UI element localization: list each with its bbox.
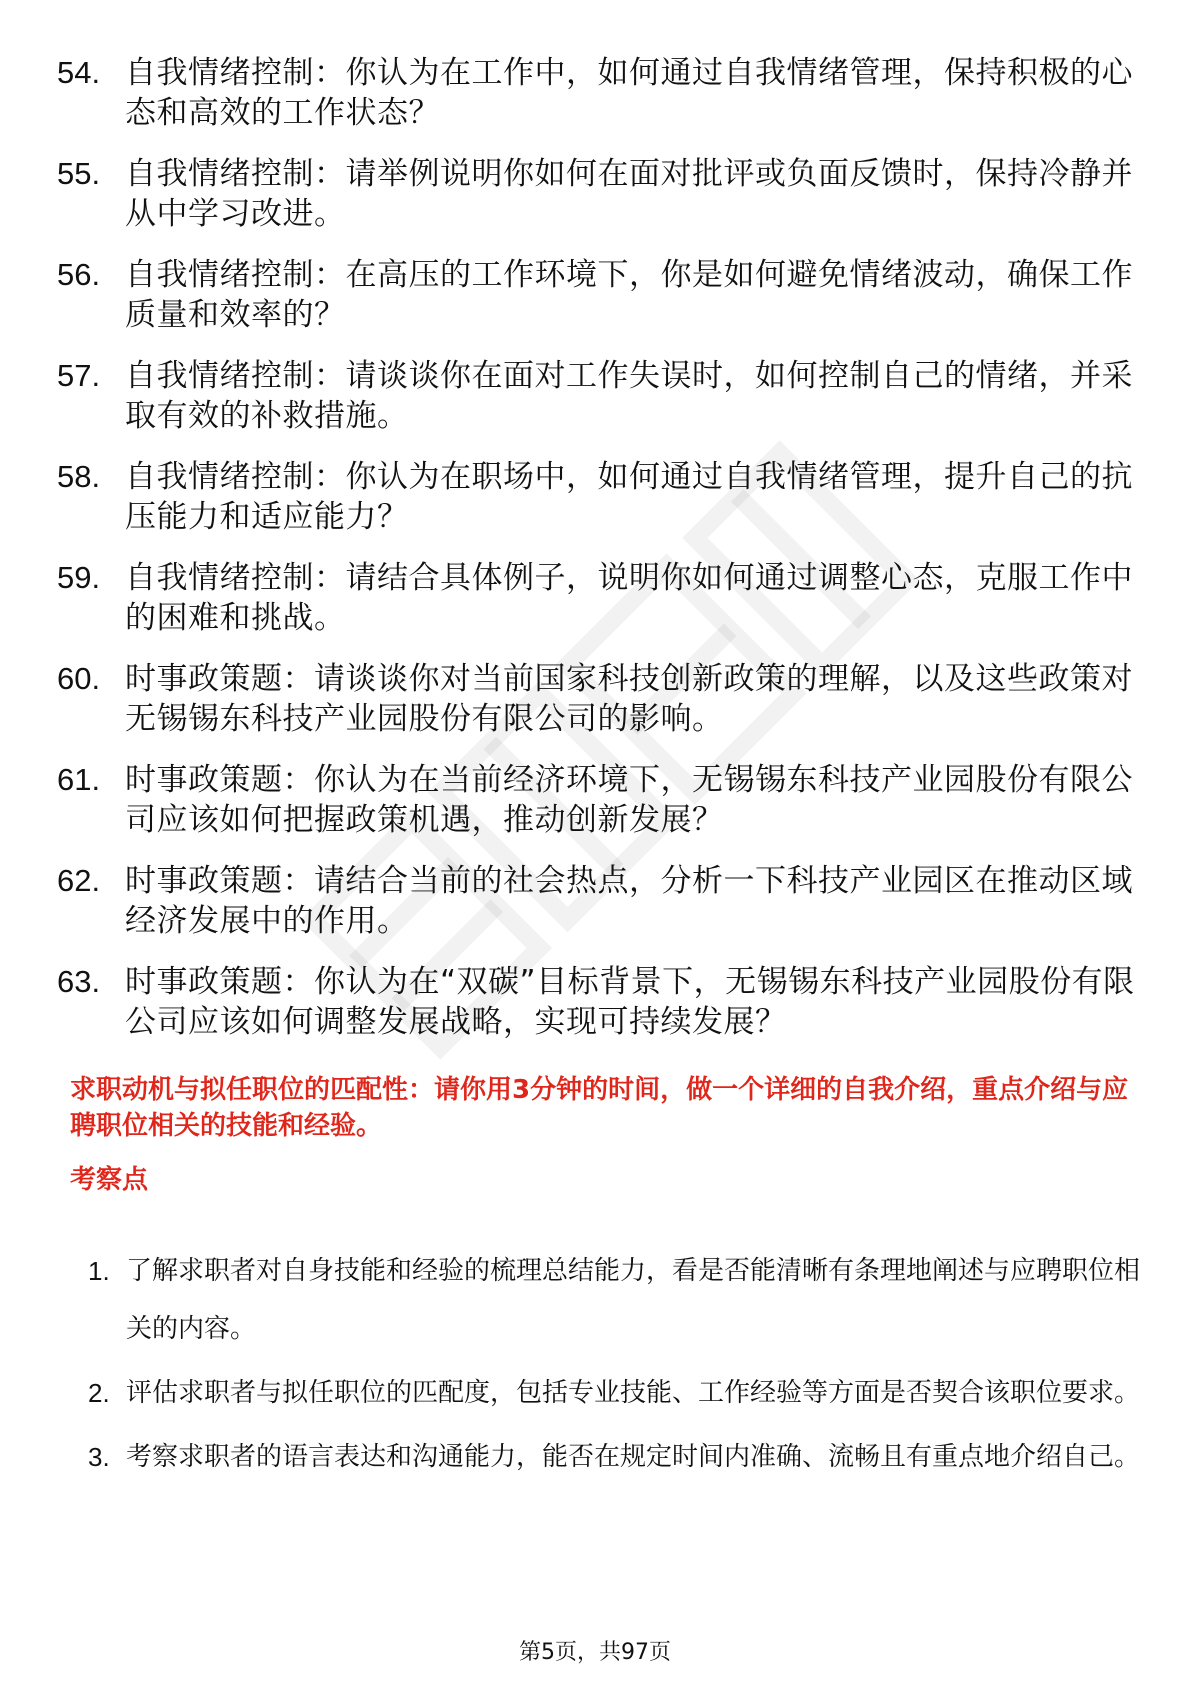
question-text: 时事政策题：你认为在“双碳”目标背景下，无锡锡东科技产业园股份有限公司应该如何调整发展战略，实现可持续发展？ [125, 964, 1135, 1040]
assessment-point-2 [88, 1364, 1148, 1422]
point-number: 1. [88, 1256, 110, 1286]
page-footer: 第5页，共97页 [519, 1640, 671, 1665]
question-item-63 [57, 962, 1137, 1042]
assessment-point-3 [88, 1428, 1148, 1486]
point-number: 2. [88, 1378, 110, 1408]
question-text: 时事政策题：你认为在当前经济环境下，无锡锡东科技产业园股份有限公司应该如何把握政策机遇，推动创新发展？ [125, 762, 1133, 838]
question-number: 60. [57, 661, 101, 696]
question-item-56 [57, 255, 1137, 335]
question-item-62 [57, 861, 1137, 941]
question-number: 62. [57, 863, 101, 898]
point-text: 评估求职者与拟任职位的匹配度，包括专业技能、工作经验等方面是否契合该职位要求。 [126, 1378, 1141, 1408]
question-item-60 [57, 659, 1137, 739]
question-text: 时事政策题：请谈谈你对当前国家科技创新政策的理解，以及这些政策对无锡锡东科技产业园股份有限公司的影响。 [125, 661, 1133, 737]
question-text: 自我情绪控制：你认为在职场中，如何通过自我情绪管理，提升自己的抗压能力和适应能力？ [125, 459, 1133, 535]
question-number: 55. [57, 156, 101, 191]
assessment-point-1 [88, 1242, 1148, 1358]
section-heading: 求职动机与拟任职位的匹配性：请你用3分钟的时间，做一个详细的自我介绍，重点介绍与应聘职位相关的技能和经验。 [70, 1075, 1129, 1141]
point-number: 3. [88, 1442, 110, 1472]
question-number: 61. [57, 762, 101, 797]
question-text: 时事政策题：请结合当前的社会热点，分析一下科技产业园区在推动区域经济发展中的作用。 [125, 863, 1133, 939]
assessment-points-title: 考察点 [70, 1165, 149, 1195]
question-number: 58. [57, 459, 101, 494]
question-item-58 [57, 457, 1137, 537]
question-number: 59. [57, 560, 101, 595]
question-text: 自我情绪控制：请谈谈你在面对工作失误时，如何控制自己的情绪，并采取有效的补救措施。 [125, 358, 1133, 434]
question-list [57, 53, 1137, 1063]
question-item-55 [57, 154, 1137, 234]
assessment-points-list [88, 1242, 1148, 1492]
question-number: 57. [57, 358, 101, 393]
question-item-54 [57, 53, 1137, 133]
question-text: 自我情绪控制：在高压的工作环境下，你是如何避免情绪波动，确保工作质量和效率的？ [125, 257, 1133, 333]
question-item-59 [57, 558, 1137, 638]
question-text: 自我情绪控制：你认为在工作中，如何通过自我情绪管理，保持积极的心态和高效的工作状态？ [125, 55, 1133, 131]
point-text: 考察求职者的语言表达和沟通能力，能否在规定时间内准确、流畅且有重点地介绍自己。 [126, 1442, 1141, 1472]
question-number: 54. [57, 55, 101, 90]
question-text: 自我情绪控制：请举例说明你如何在面对批评或负面反馈时，保持冷静并从中学习改进。 [125, 156, 1133, 232]
question-number: 63. [57, 964, 101, 999]
question-item-61 [57, 760, 1137, 840]
question-item-57 [57, 356, 1137, 436]
question-text: 自我情绪控制：请结合具体例子，说明你如何通过调整心态，克服工作中的困难和挑战。 [125, 560, 1133, 636]
question-number: 56. [57, 257, 101, 292]
point-text: 了解求职者对自身技能和经验的梳理总结能力，看是否能清晰有条理地阐述与应聘职位相关的内容。 [126, 1256, 1141, 1344]
